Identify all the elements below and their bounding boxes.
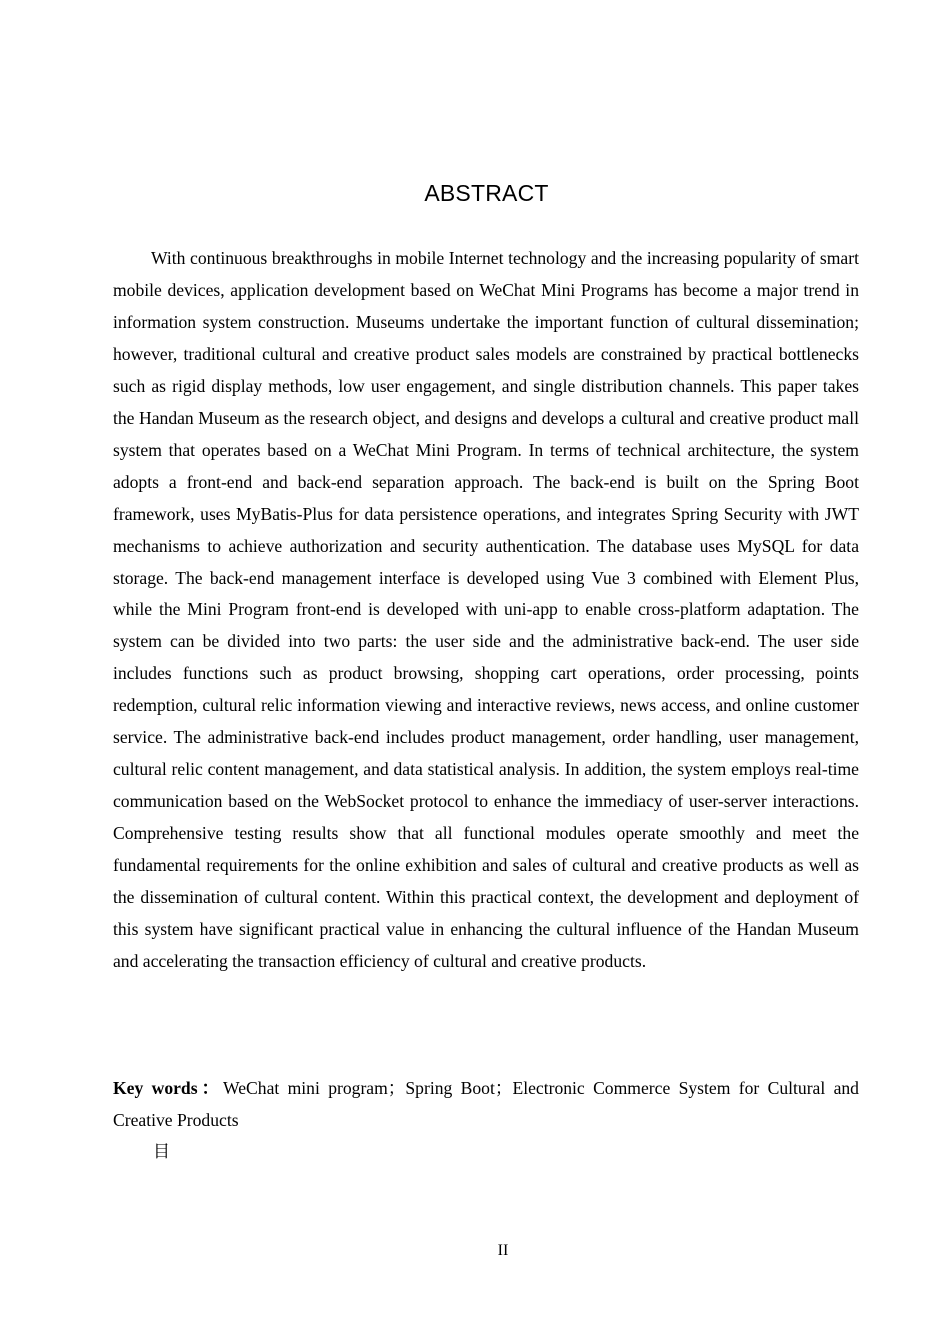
abstract-title: ABSTRACT bbox=[424, 180, 549, 206]
stray-character: 目 bbox=[153, 1142, 170, 1162]
page-number: II bbox=[497, 1242, 509, 1259]
keywords-label: Key words： bbox=[113, 1078, 224, 1098]
keywords-line bbox=[113, 1073, 859, 1136]
abstract-paragraph: With continuous breakthroughs in mobile Internet technology and the increasing popularity of smart mobile devices, application development based on WeChat Mini Programs has become a major trend in information system construction. Museums undertake the important function of cultural dissemination; however, traditional cultural and creative product sales models are constrained by practical bottlenecks such as rigid display methods, low user engagement, and single distribution channels. This paper takes the Handan Museum as the research object, and designs and develops a cultural and creative product mall system that operates based on a WeChat Mini Program. In terms of technical architecture, the system adopts a front-end and back-end separation approach. The back-end is built on the Spring Boot framework, uses MyBatis-Plus for data persistence operations, and integrates Spring Security with JWT mechanisms to achieve authorization and security authentication. The database uses MySQL for data storage. The back-end management interface is developed using Vue 3 combined with Element Plus, while the Mini Program front-end is developed with uni-app to enable cross-platform adaptation. The system can be divided into two parts: the user side and the administrative back-end. The user side includes functions such as product browsing, shopping cart operations, order processing, points redemption, cultural relic information viewing and interactive reviews, news access, and online customer service. The administrative back-end includes product management, order handling, user management, cultural relic content management, and data statistical analysis. In addition, the system employs real-time communication based on the WebSocket protocol to enhance the immediacy of user-server interactions. Comprehensive testing results show that all functional modules operate smoothly and meet the fundamental requirements for the online exhibition and sales of cultural and creative products as well as the dissemination of cultural content. Within this practical context, the development and deployment of this system have significant practical value in enhancing the cultural influence of the Handan Museum and accelerating the transaction efficiency of cultural and creative products. bbox=[113, 248, 859, 971]
keywords-text: WeChat mini program；Spring Boot；Electronic Commerce System for Cultural and Creative Products bbox=[113, 1078, 859, 1130]
